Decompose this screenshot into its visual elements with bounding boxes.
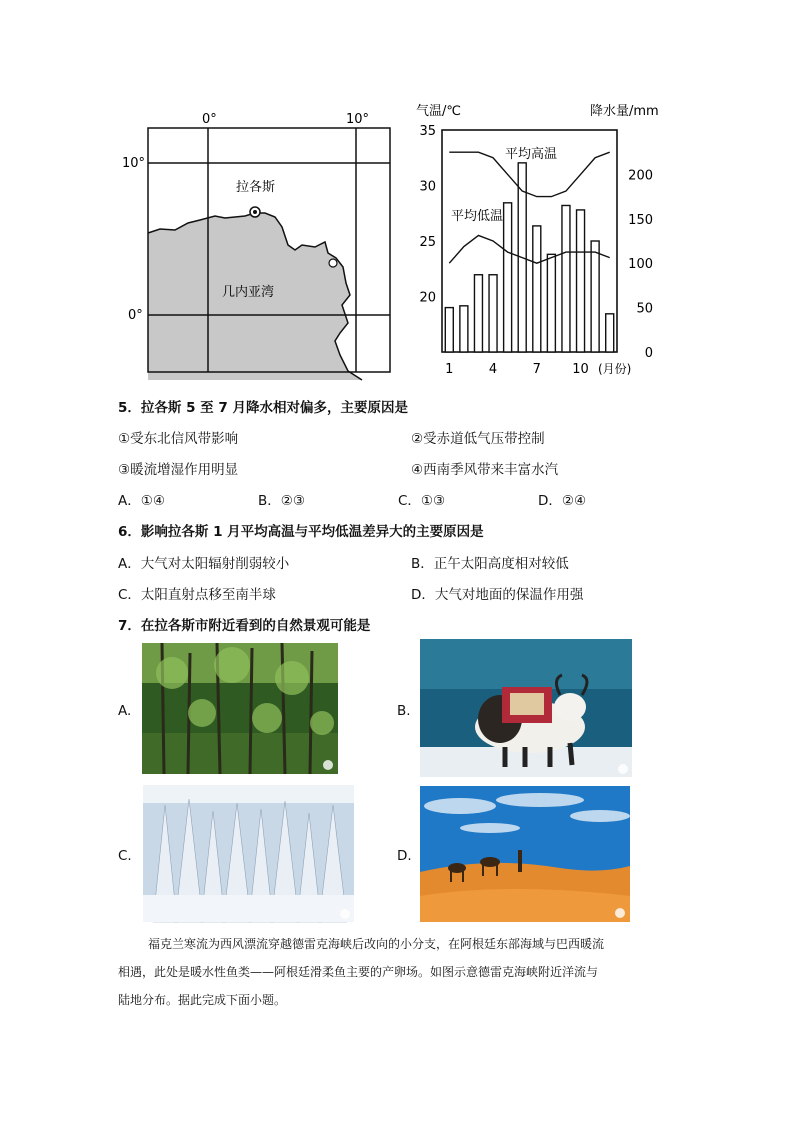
q7-label-b: B. bbox=[397, 703, 411, 719]
precip-bar-10 bbox=[577, 210, 585, 352]
q5-choice-c: C．①③ bbox=[398, 493, 446, 509]
y-right-label: 降水量/mm bbox=[590, 104, 659, 119]
passage-line-1: 福克兰寒流为西风漂流穿越德雷克海峡后改向的小分支，在阿根廷东部海域与巴西暖流 bbox=[148, 937, 605, 951]
y-left-label: 气温/℃ bbox=[416, 104, 461, 119]
lagos-marker-dot bbox=[253, 210, 257, 214]
island bbox=[329, 259, 337, 267]
q6-choice-c: C．太阳直射点移至南半球 bbox=[118, 587, 276, 603]
precip-bar-1 bbox=[445, 308, 453, 352]
precip-bar-2 bbox=[460, 306, 468, 352]
q5-choice-d: D．②④ bbox=[538, 493, 587, 509]
precip-bar-9 bbox=[562, 205, 570, 352]
q5-option-2: ②受赤道低气压带控制 bbox=[411, 431, 545, 447]
y-right-tick: 50 bbox=[636, 301, 653, 317]
passage-line-3: 陆地分布。据此完成下面小题。 bbox=[118, 993, 287, 1007]
series-line-avg-low bbox=[449, 235, 609, 263]
precip-bar-5 bbox=[504, 203, 512, 352]
q5-option-4: ④西南季风带来丰富水汽 bbox=[411, 462, 559, 478]
q7-label-a: A. bbox=[118, 703, 132, 719]
q5-choice-a: A．①④ bbox=[118, 493, 165, 509]
x-tick: 1 bbox=[445, 362, 454, 377]
y-left-tick: 20 bbox=[419, 290, 436, 306]
y-right-tick: 0 bbox=[644, 346, 653, 361]
q7-label-c: C. bbox=[118, 848, 132, 864]
precip-bar-3 bbox=[474, 275, 482, 352]
label-lat10: 10° bbox=[122, 156, 146, 171]
climate-chart bbox=[410, 95, 680, 385]
label-lon0: 0° bbox=[202, 112, 217, 127]
passage bbox=[118, 930, 678, 1014]
q7-label-d: D. bbox=[397, 848, 412, 864]
x-tick: 7 bbox=[532, 362, 541, 377]
label-lat0: 0° bbox=[128, 308, 143, 323]
photo-snow-forest bbox=[143, 785, 354, 922]
y-right-tick: 100 bbox=[628, 257, 653, 273]
lagos-map bbox=[122, 105, 400, 380]
y-right-tick: 200 bbox=[628, 168, 653, 184]
precip-bar-12 bbox=[606, 314, 614, 352]
photo-yak bbox=[420, 639, 632, 777]
y-right-tick: 150 bbox=[628, 212, 653, 228]
precip-bar-4 bbox=[489, 275, 497, 352]
q5-choice-b: B．②③ bbox=[258, 493, 305, 509]
q5-option-3: ③暖流增湿作用明显 bbox=[118, 462, 239, 478]
series-label-avg-low: 平均低温 bbox=[451, 208, 504, 224]
precip-bar-8 bbox=[547, 254, 555, 352]
photo-rainforest bbox=[142, 643, 338, 774]
y-left-tick: 35 bbox=[419, 124, 436, 139]
y-left-tick: 25 bbox=[419, 235, 436, 250]
q6-title: 6．影响拉各斯 1 月平均高温与平均低温差异大的主要原因是 bbox=[118, 524, 484, 540]
q6-choice-a: A．大气对太阳辐射削弱较小 bbox=[118, 556, 290, 572]
precip-bar-11 bbox=[591, 241, 599, 352]
y-left-tick: 30 bbox=[419, 179, 436, 195]
x-unit-label: (月份) bbox=[598, 362, 632, 376]
q5-title: 5．拉各斯 5 至 7 月降水相对偏多，主要原因是 bbox=[118, 400, 408, 416]
precip-bar-7 bbox=[533, 226, 541, 352]
passage-line-2: 相遇，此处是暖水性鱼类——阿根廷滑柔鱼主要的产卵场。如图示意德雷克海峡附近洋流与 bbox=[118, 965, 599, 979]
label-gulf: 几内亚湾 bbox=[222, 285, 275, 300]
q6-choice-b: B．正午太阳高度相对较低 bbox=[411, 556, 569, 572]
q7-title: 7．在拉各斯市附近看到的自然景观可能是 bbox=[118, 618, 371, 634]
x-tick: 10 bbox=[572, 362, 589, 377]
q5-option-1: ①受东北信风带影响 bbox=[118, 431, 239, 447]
series-label-avg-high: 平均高温 bbox=[505, 147, 558, 163]
x-tick: 4 bbox=[488, 362, 498, 377]
label-lon10: 10° bbox=[346, 112, 370, 127]
label-city: 拉各斯 bbox=[236, 180, 276, 195]
q6-choice-d: D．大气对地面的保温作用强 bbox=[411, 587, 584, 603]
photo-desert bbox=[420, 786, 630, 922]
